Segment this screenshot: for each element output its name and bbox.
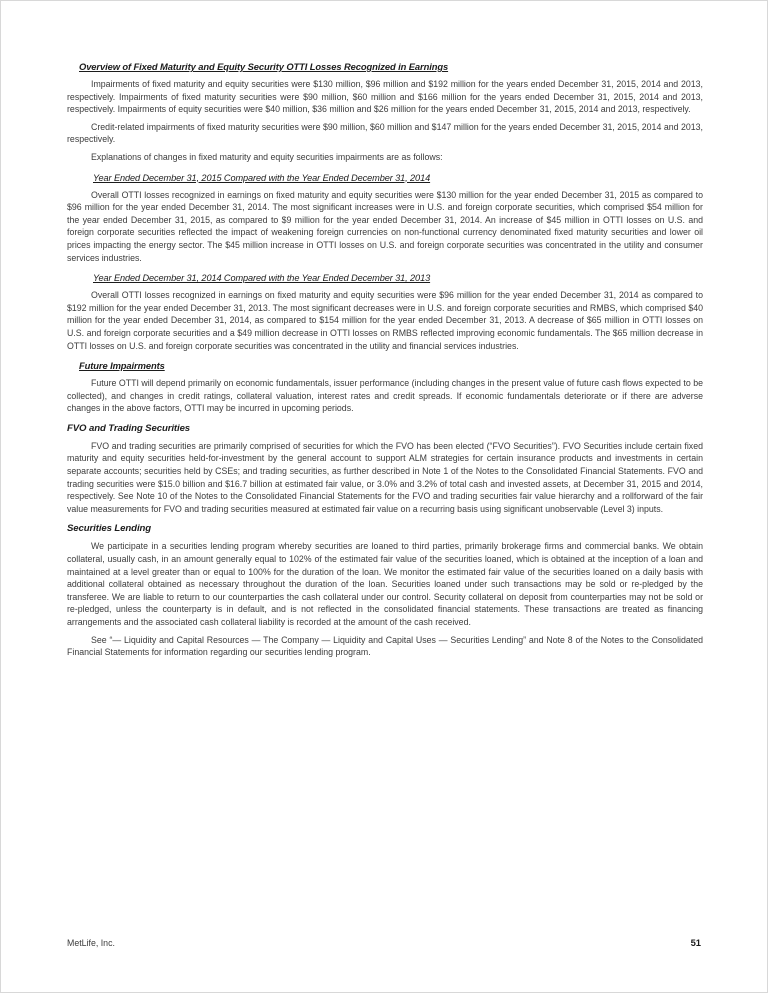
- paragraph-future-impairments: Future OTTI will depend primarily on economic fundamentals, issuer performance (including changes in the present value of future cash flows expected to be collected), and changes in credit ratings, collateral valuation, interest rates and credit spreads. If economic fundamentals deteriorate or if there are adverse changes in the above factors, OTTI may be incurred in upcoming periods.: [67, 378, 703, 414]
- paragraph-credit-related-impairments: Credit-related impairments of fixed maturity securities were $90 million, $60 million and $147 million for the years ended December 31, 2015, 2014 and 2013, respectively.: [67, 121, 703, 145]
- paragraph-2014-vs-2013: Overall OTTI losses recognized in earnings on fixed maturity and equity securities were $96 million for the year ended December 31, 2014 as compared to $192 million for the year ended December 31, 2013. The most significant decreases were in U.S. and foreign corporate securities and RMBS, which comprised $40 million for the year ended December 31, 2014, as compared to $154 million for the year ended December 31, 2013. A decrease of $65 million in OTTI losses on U.S. and foreign corporate securities and a $49 million decrease in OTTI losses on RMBS reflected improving economic fundamentals. The $65 million decrease in OTTI losses on U.S. and foreign corporate securities was concentrated in the utility and financial services industries.: [67, 290, 703, 351]
- subsection-heading-2014-vs-2013: Year Ended December 31, 2014 Compared with the Year Ended December 31, 2013: [93, 273, 431, 284]
- subsection-heading-2015-vs-2014: Year Ended December 31, 2015 Compared with the Year Ended December 31, 2014: [93, 172, 431, 183]
- section-heading-securities-lending: Securities Lending: [67, 523, 152, 535]
- paragraph-fvo-trading-securities: FVO and trading securities are primarily comprised of securities for which the FVO has been elected (“FVO Securities”). FVO Securities include certain fixed maturity and equity securities held-for-investment by the general account to support ALM strategies for certain insurance products and investments in certain separate accounts; securities held by CSEs; and trading securities, as further described in Note 1 of the Notes to the Consolidated Financial Statements. FVO and trading securities were $15.0 billion and $16.7 billion at estimated fair value, or 3.0% and 3.2% of total cash and invested assets, at December 31, 2015 and 2014, respectively. See Note 10 of the Notes to the Consolidated Financial Statements for the FVO and trading securities fair value hierarchy and a rollforward of the fair value measurements for FVO and trading securities measured at estimated fair value on a recurring basis using significant unobservable (Level 3) inputs.: [67, 440, 703, 514]
- paragraph-impairments-summary: Impairments of fixed maturity and equity securities were $130 million, $96 million and $192 million for the years ended December 31, 2015, 2014 and 2013, respectively. Impairments of fixed maturity securities were $90 million, $60 million and $166 million for the years ended December 31, 2015, 2014 and 2013, respectively. Impairments of equity securities were $40 million, $36 million and $26 million for the years ended December 31, 2015, 2014 and 2013, respectively.: [67, 79, 703, 115]
- section-heading-future-impairments: Future Impairments: [79, 360, 165, 372]
- paragraph-explanations-intro: Explanations of changes in fixed maturity and equity securities impairments are as follows:: [91, 151, 443, 162]
- section-heading-otti-overview: Overview of Fixed Maturity and Equity Security OTTI Losses Recognized in Earnings: [79, 61, 449, 72]
- page-footer: [67, 937, 701, 948]
- paragraph-2015-vs-2014: Overall OTTI losses recognized in earnings on fixed maturity and equity securities were $130 million for the year ended December 31, 2015 as compared to $96 million for the year ended December 31, 2014. The most significant increases were in U.S. and foreign corporate securities, which comprised $54 million for the year ended December 31, 2015, as compared to $9 million for the year ended December 31, 2014. An increase of $45 million in OTTI losses on U.S. and foreign corporate securities reflected the impact of weakening foreign currencies on non-functional currency denominated fixed maturity securities and lower oil prices impacting the energy sector. The $45 million increase in OTTI losses on U.S. and foreign corporate securities was concentrated in the utility and consumer services industries.: [67, 189, 703, 263]
- section-heading-fvo-trading-securities: FVO and Trading Securities: [67, 422, 191, 434]
- footer-company-name: MetLife, Inc.: [67, 938, 115, 948]
- paragraph-securities-lending-reference: See “— Liquidity and Capital Resources — The Company — Liquidity and Capital Uses — Securities Lending” and Note 8 of the Notes to the Consolidated Financial Statements for information regarding our securities lending program.: [67, 634, 703, 658]
- page-content: [67, 61, 703, 664]
- footer-page-number: 51: [690, 937, 701, 948]
- paragraph-securities-lending-program: We participate in a securities lending program whereby securities are loaned to third parties, primarily brokerage firms and commercial banks. We obtain collateral, usually cash, in an amount generally equal to 102% of the estimated fair value of the securities loaned, which is obtained at the inception of a loan and maintained at a level greater than or equal to 100% for the duration of the loan. We monitor the estimated fair value of the securities loaned on a daily basis with additional collateral obtained as necessary throughout the duration of the loan. Securities loaned under such transactions may be sold or re-pledged by the transferee. We are liable to return to our counterparties the cash collateral under our control. Security collateral on deposit from counterparties may not be sold or re-pledged, unless the counterparty is in default, and is not reflected in the consolidated financial statements. These transactions are treated as financing arrangements and the associated cash collateral liability is recorded at the amount of the cash received.: [67, 541, 703, 627]
